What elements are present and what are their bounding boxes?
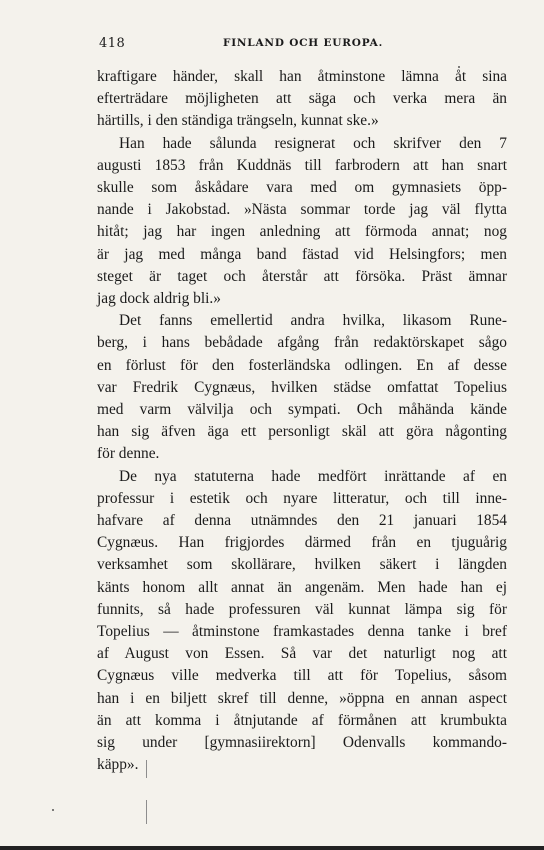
- page-number: 418: [99, 36, 126, 51]
- text-line: än att komma i åtnjutande af förmånen att krumbukta: [97, 711, 507, 729]
- text-line: verksamhet som skollärare, hvilken säkert i längden: [97, 556, 507, 574]
- text-line: han sig äfven äga ett personligt skäl att göra någonting: [97, 423, 507, 441]
- text-line: De nya statuterna hade medfört inrättande af en: [119, 467, 507, 485]
- body-text: [97, 66, 507, 777]
- text-line: skulle som åskådare vara med om gymnasiets öpp-: [97, 179, 507, 197]
- text-line: en förlust för den fosterländska odlingen. En af desse: [97, 356, 507, 374]
- text-line: för denne.: [97, 445, 160, 463]
- text-line: Topelius — åtminstone framkastades denna tanke i bref: [97, 623, 507, 641]
- text-line: hafvare af denna utnämndes den 21 januari 1854: [97, 512, 507, 530]
- text-line: käpp».: [97, 756, 139, 774]
- text-line: funnits, så hade professuren väl kunnat lämpa sig för: [97, 600, 507, 618]
- page-bottom-edge: [0, 846, 544, 850]
- text-line: steget är taget och återstår att försöka. Präst ämnar: [97, 267, 507, 285]
- text-line: Cygnæus. Han frigjordes därmed från en tjuguårig: [97, 534, 507, 552]
- text-line: är jag med många band fästad vid Helsingfors; men: [97, 245, 507, 263]
- margin-mark: [146, 800, 147, 824]
- text-line: härtills, i den ständiga trängseln, kunnat ske.»: [97, 112, 379, 130]
- margin-mark: [146, 760, 147, 778]
- text-line: nande i Jakobstad. »Nästa sommar torde jag väl flytta: [97, 201, 507, 219]
- text-line: hitåt; jag har ingen anledning att förmoda annat; nog: [97, 223, 507, 241]
- text-line: var Fredrik Cygnæus, hvilken städse omfattat Topelius: [97, 378, 507, 396]
- text-line: Han hade sålunda resignerat och skrifver den 7: [119, 134, 507, 152]
- text-line: af August von Essen. Så var det naturligt nog att: [97, 645, 507, 663]
- text-line: jag dock aldrig bli.»: [97, 290, 221, 308]
- text-line: berg, i hans bebådade afgång från redaktörskapet sågo: [97, 334, 507, 352]
- running-title: FINLAND OCH EUROPA.: [222, 37, 384, 49]
- margin-dot: [52, 809, 54, 811]
- text-line: kraftigare händer, skall han åtminstone lämna åt sina: [97, 68, 507, 85]
- text-line: känts honom allt annat än angenäm. Men hade han ej: [97, 578, 507, 596]
- text-line: Cygnæus ville medverka till att för Topelius, såsom: [97, 667, 507, 685]
- text-line: professur i estetik och nyare litteratur, och till inne-: [97, 489, 507, 507]
- text-line: sig under [gymnasiirektorn] Odenvalls kommando-: [97, 734, 507, 752]
- text-line: augusti 1853 från Kuddnäs till farbrodern att han snart: [97, 156, 507, 174]
- text-line: han i en biljett skref till denne, »öppna en annan aspect: [97, 689, 507, 707]
- text-line: Det fanns emellertid andra hvilka, likasom Rune-: [119, 312, 507, 330]
- margin-dot: [458, 66, 460, 68]
- text-line: med varm välvilja och sympati. Och måhända kände: [97, 401, 507, 419]
- text-line: efterträdare möjligheten att säga och verka mera än: [97, 90, 507, 108]
- page-header: [99, 36, 507, 56]
